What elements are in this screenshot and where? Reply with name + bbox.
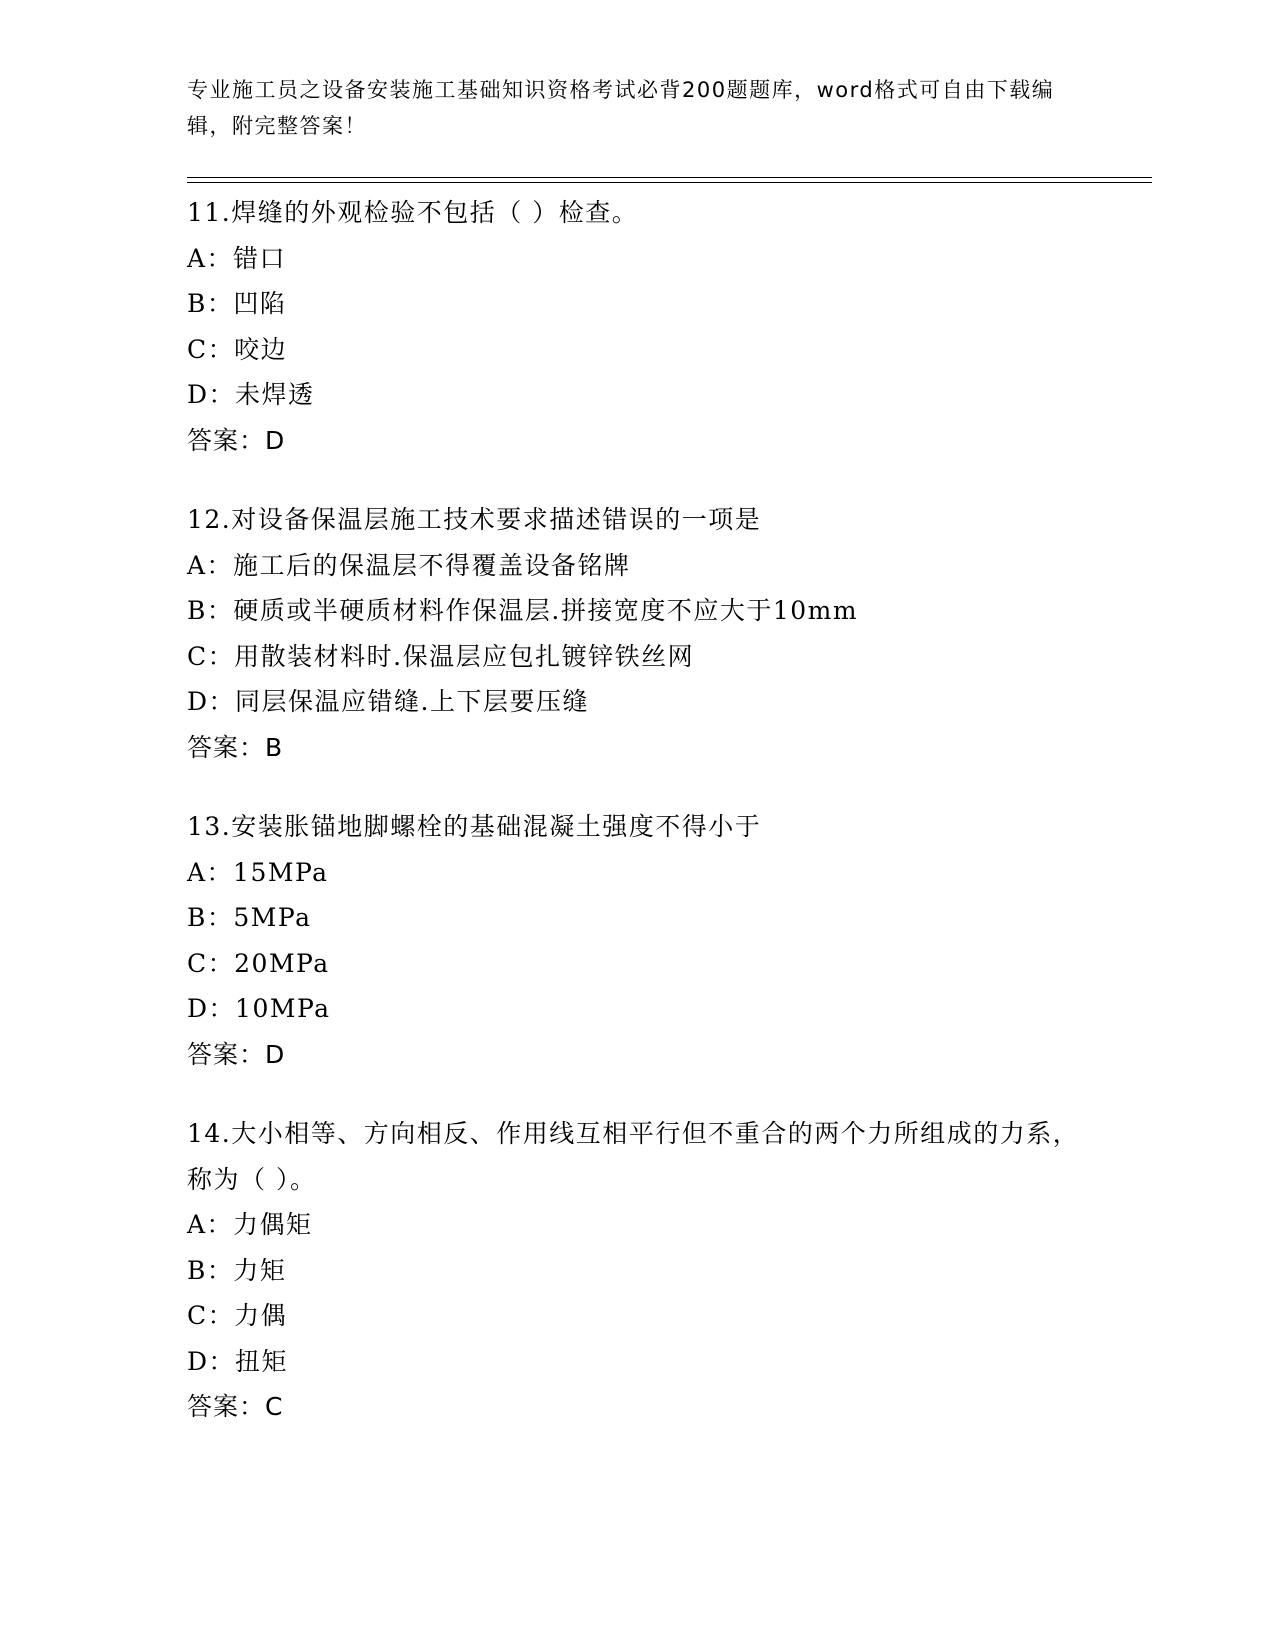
option-b: B：硬质或半硬质材料作保温层.拼接宽度不应大于10mm — [187, 596, 859, 625]
question-stem: 14.大小相等、方向相反、作用线互相平行但不重合的两个力所组成的力系，称为（ ）。 — [187, 1119, 1080, 1194]
question-14 — [187, 1111, 1087, 1430]
option-c: C：咬边 — [187, 334, 288, 364]
question-stem: 11.焊缝的外观检验不包括（ ）检查。 — [187, 198, 639, 227]
option-d: D：10MPa — [187, 994, 331, 1023]
option-c: C：用散装材料时.保温层应包扎镀锌铁丝网 — [187, 641, 695, 671]
question-list — [187, 190, 1087, 1464]
option-c: C：20MPa — [187, 948, 330, 978]
question-12 — [187, 497, 1087, 770]
question-11 — [187, 190, 1087, 463]
option-b: B：力矩 — [187, 1255, 287, 1285]
header-divider-top — [187, 177, 1152, 178]
option-b: B：5MPa — [187, 903, 312, 932]
answer: 答案：C — [187, 1392, 284, 1421]
option-d: D：扭矩 — [187, 1346, 289, 1376]
question-13 — [187, 804, 1087, 1077]
answer: 答案：B — [187, 732, 284, 762]
option-a: A：错口 — [187, 243, 287, 273]
answer: 答案：D — [187, 1039, 286, 1069]
option-a: A：15MPa — [187, 857, 329, 887]
document-header: 专业施工员之设备安装施工基础知识资格考试必背200题题库，word格式可自由下载编辑，附完整答案！ — [187, 78, 1055, 138]
question-stem: 12.对设备保温层施工技术要求描述错误的一项是 — [187, 505, 762, 534]
option-c: C：力偶 — [187, 1301, 288, 1330]
question-stem: 13.安装胀锚地脚螺栓的基础混凝土强度不得小于 — [187, 812, 762, 841]
header-divider-bottom — [187, 182, 1152, 183]
option-a: A：施工后的保温层不得覆盖设备铭牌 — [187, 550, 631, 580]
answer: 答案：D — [187, 425, 286, 455]
option-b: B：凹陷 — [187, 289, 287, 318]
option-d: D：未焊透 — [187, 380, 315, 409]
option-d: D：同层保温应错缝.上下层要压缝 — [187, 687, 589, 716]
option-a: A：力偶矩 — [187, 1210, 313, 1239]
